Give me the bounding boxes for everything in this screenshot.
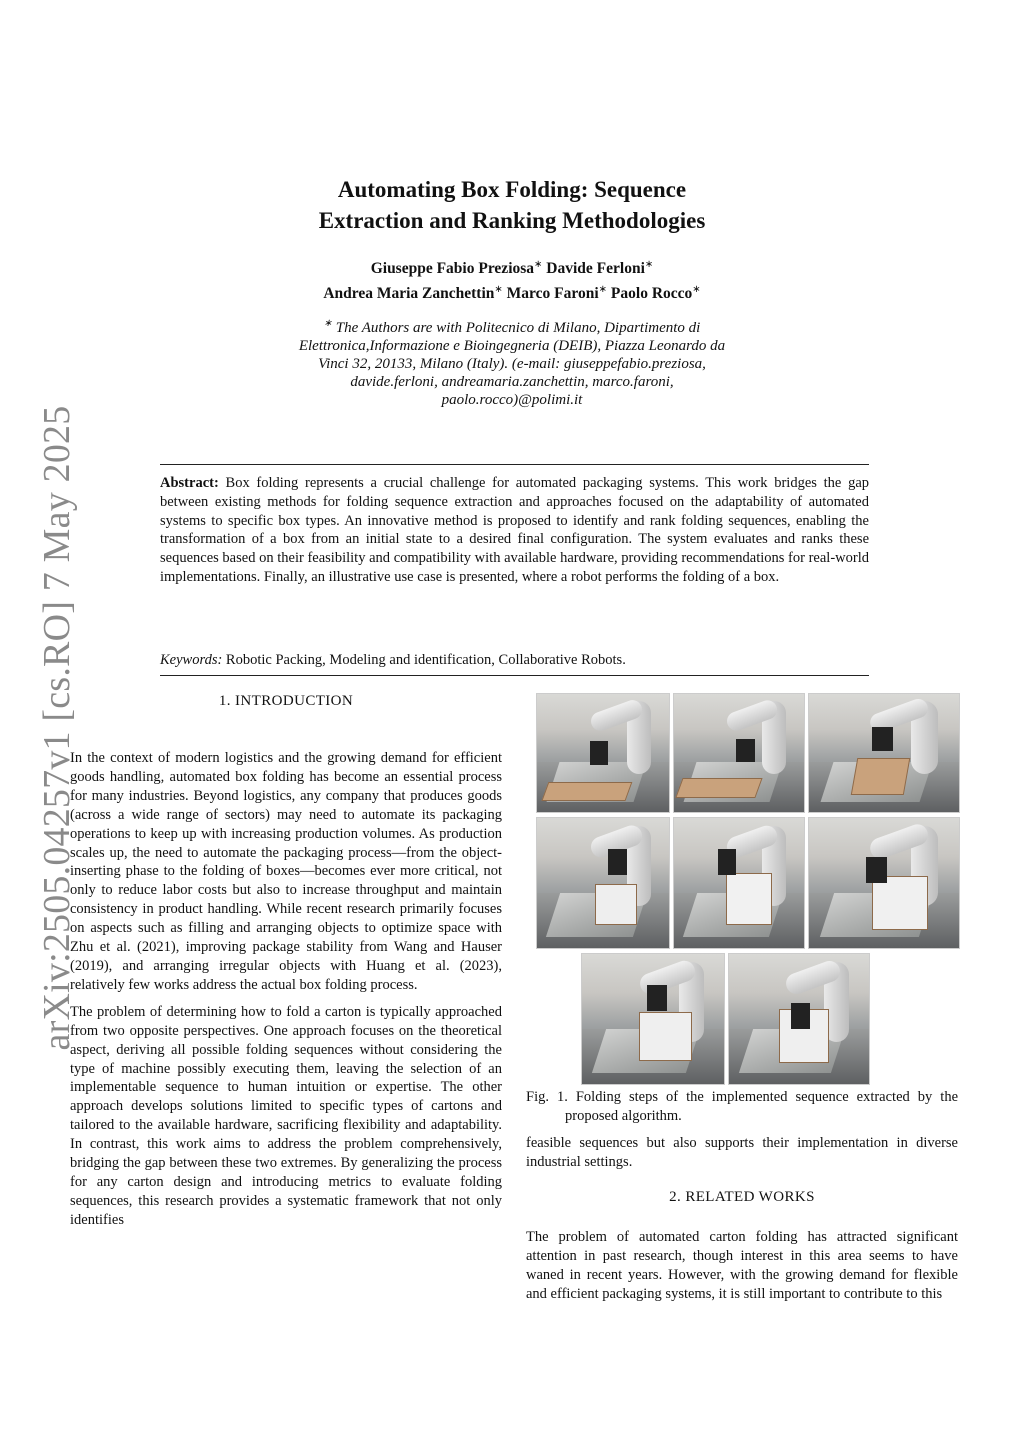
author-name: Marco Faroni [506, 285, 599, 303]
title-line-1: Automating Box Folding: Sequence [337, 177, 687, 202]
figure-photo [536, 693, 670, 813]
intro-paragraph-2: The problem of determining how to fold a carton is typically approached from two opposite perspectives. One approach focuses on the theoretical aspect, deriving all possible folding sequences without considering the type of machine possibly executing them, leaving the selection of an implementable sequence to human intuition or expertise. The other approach develops solutions limited to specific types of cartons and tailored to the available hardware, sacrificing flexibility and adaptability. In contrast, this work aims to address the problem comprehensively, bridging the gap between these two extremes. By generalizing the process for any carton design and introducing metrics to evaluate folding sequences, this research provides a systematic framework that not only identifies [70, 1003, 502, 1228]
related-works-column [526, 1228, 958, 1304]
author-mark: ∗ [494, 284, 503, 296]
author-name: Paolo Rocco [610, 285, 693, 303]
figure-photo [728, 953, 870, 1085]
figure-photo [808, 693, 960, 813]
abstract-bottom-rule [160, 675, 869, 676]
affiliation-line: paolo.rocco)@polimi.it [441, 392, 583, 408]
section-heading-introduction: 1. INTRODUCTION [218, 693, 354, 709]
author-mark: ∗ [644, 259, 654, 270]
intro-paragraph-1: In the context of modern logistics and the growing demand for efficient goods handling, automated box folding has become an essential process for many industries. Beyond logistics, any company that produces goods (across a wide range of sectors) may need to automate its packaging operations to keep up with increasing production volumes. As production scales up, the need to automate the packaging process—from the object-inserting phase to the folding of boxes—becomes ever more critical, not only to reduce labor costs but also to increase throughput and maintain consistency in product handling. While recent research primarily focuses on aspects such as filling and arranging objects to optimize space with Zhu et al. (2021), improving package stability from Wang and Hauser (2019), and arranging irregular objects with Huang et al. (2023), relatively few works address the actual box folding process. [70, 750, 502, 993]
abstract-text: Box folding represents a crucial challenge for automated packaging systems. This work bridges the gap between existing methods for folding sequence extraction and approaches focused on the adaptability of automated systems to specific box types. An innovative method is proposed to identify and rank folding sequences, enabling the transformation of a box from an initial state to a desired final configuration. The system evaluates and ranks these sequences based on their feasibility and compatibility with available hardware, providing recommendations for real-world implementations. Finally, an illustrative use case is presented, where a robot performs the folding of a box. [160, 475, 870, 585]
keywords-label: Keywords: [160, 652, 223, 668]
title-line-2: Extraction and Ranking Methodologies [318, 208, 706, 233]
authors-line-2 [200, 279, 824, 304]
figure-photo [673, 817, 805, 949]
keywords [160, 651, 869, 670]
abstract-top-rule [160, 464, 869, 465]
figure-1-photo-grid [526, 693, 958, 1084]
affiliation-text: The Authors are with Politecnico di Milano, Dipartimento di [335, 320, 701, 336]
affiliation-line: Elettronica,Informazione e Bioingegneria (DEIB), Piazza Leonardo da [298, 338, 726, 354]
author-name: Davide Ferloni [546, 260, 645, 278]
author-mark: ∗ [692, 284, 701, 296]
abstract-label: Abstract: [160, 475, 219, 491]
affiliation-block [230, 315, 794, 409]
paper-title [200, 174, 824, 236]
abstract [160, 474, 869, 587]
author-mark: ∗ [534, 259, 543, 270]
figure-photo [808, 817, 960, 949]
affiliation-mark: ∗ [323, 318, 333, 329]
arxiv-identifier-stamp: arXiv:2505.04257v1 [cs.RO] 7 May 2025 [36, 405, 78, 1051]
keywords-text: Robotic Packing, Modeling and identification, Collaborative Robots. [225, 652, 626, 668]
author-name: Andrea Maria Zanchettin [323, 285, 495, 303]
figure-photo [536, 817, 670, 949]
section-heading-related-works: 2. RELATED WORKS [669, 1189, 815, 1205]
intro-continuation-paragraph: feasible sequences but also supports their implementation in diverse industrial settings. [526, 1135, 958, 1170]
affiliation-line: davide.ferloni, andreamaria.zanchettin, marco.faroni, [350, 374, 674, 390]
related-works-paragraph-1: The problem of automated carton folding has attracted significant attention in past research, though interest in this area seems to have waned in recent years. However, with the growing demand for flexible and efficient packaging systems, it is still important to contribute to this [526, 1229, 958, 1302]
figure-photo [673, 693, 805, 813]
right-column-continuation [526, 1134, 958, 1172]
authors-line-1 [200, 254, 824, 279]
author-name: Giuseppe Fabio Preziosa [370, 260, 535, 278]
author-mark: ∗ [598, 284, 608, 296]
affiliation-line [230, 315, 794, 337]
author-list [200, 254, 824, 304]
figure-1-caption: Fig. 1. Folding steps of the implemented sequence extracted by the proposed algorithm. [526, 1089, 958, 1124]
figure-photo [581, 953, 725, 1085]
affiliation-line: Vinci 32, 20133, Milano (Italy). (e-mail: giuseppefabio.preziosa, [318, 356, 706, 372]
left-column [70, 749, 502, 1230]
